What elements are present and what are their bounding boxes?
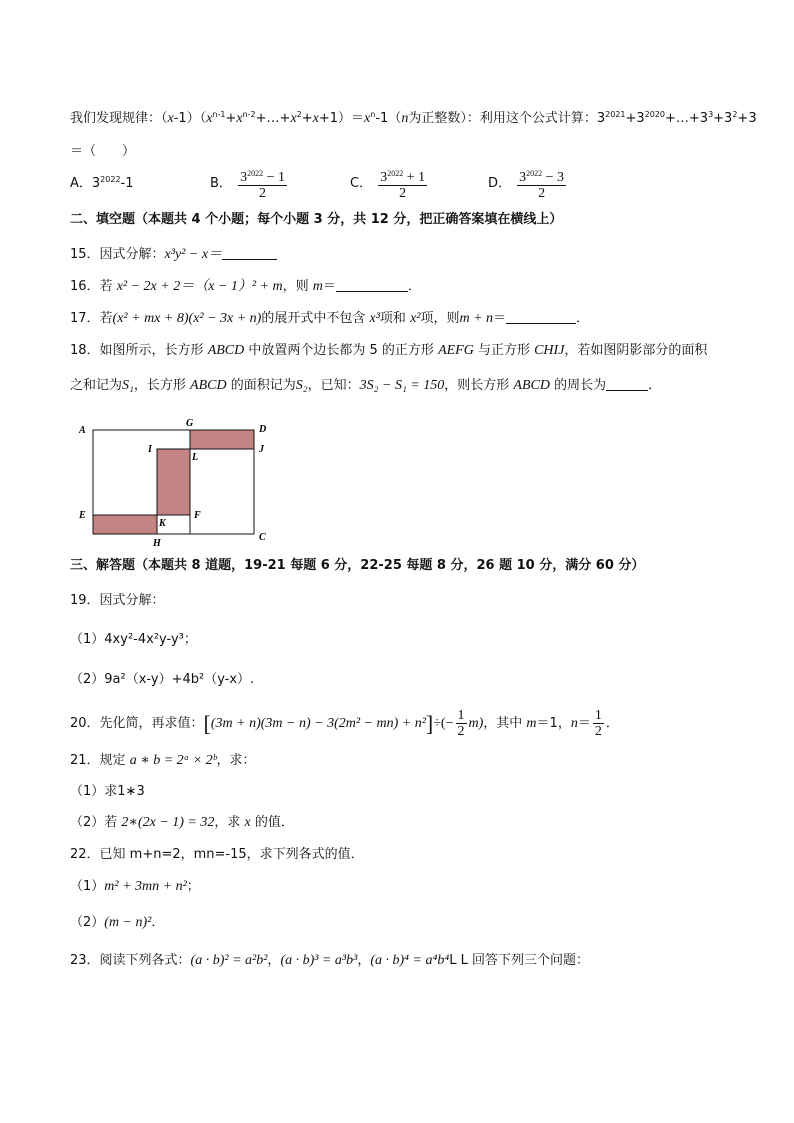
- label-h: H: [153, 538, 161, 548]
- section-heading-solve: 三、解答题（本题共 8 道题，19-21 每题 6 分，22-25 每题 8 分，26 题 10 分，满分 60 分）: [70, 558, 645, 573]
- q18-line1: 18．如图所示，长方形 ABCD 中放置两个边长都为 5 的正方形 AEFG 与正方形 CHIJ，若如图阴影部分的面积: [70, 343, 708, 358]
- q14-stem: 我们发现规律：$(x-1)(x^{n-1}+x^{n-2}+\dots+x^2+x+1)=x^n-1(n$为正整数）：利用这个公式计算：$3^{2021}+3^{2020}+\dots+3^3+3^2+3$: [70, 110, 757, 126]
- q23: 23．阅读下列各式：(a · b)² = a²b²，(a · b)³ = a³b³，(a · b)⁴ = a⁴b⁴L L 回答下列三个问题：: [70, 953, 589, 968]
- q19-part2: （2）9a²（x-y）+4b²（y-x）.: [70, 672, 255, 687]
- q20: 20．先化简，再求值：[(3m + n)(3m − n) − 3(2m² − mn) + n²]÷(− $\frac{1}{2}$ m)，其中 m＝1，n＝ $\frac{1}{2}$ ．: [70, 708, 619, 739]
- q18-answer-blank[interactable]: [606, 378, 648, 391]
- label-f: F: [194, 510, 201, 521]
- label-a: A: [79, 425, 86, 436]
- label-k: K: [159, 518, 166, 529]
- label-d: D: [259, 424, 267, 435]
- q22-title: 22．已知 m+n=2，mn=-15，求下列各式的值．: [70, 847, 364, 862]
- q15-answer-blank[interactable]: [222, 247, 277, 260]
- label-c: C: [259, 532, 266, 543]
- q21-title: 21．规定 a ∗ b = 2ᵃ × 2ᵇ，求：: [70, 753, 256, 768]
- section-heading-fill-in: 二、填空题（本题共 4 个小题；每个小题 3 分，共 12 分，把正确答案填在横线上）: [70, 212, 563, 227]
- choice-c[interactable]: C． $\frac{3^{2022} + 1}{2}$: [350, 166, 429, 201]
- choice-a[interactable]: A．$3^{2022}-1$: [70, 175, 134, 191]
- label-e: E: [79, 510, 86, 521]
- shaded-region-top: [190, 430, 254, 449]
- q22-part2: （2）(m − n)²．: [70, 915, 165, 930]
- label-i: I: [148, 444, 152, 455]
- choice-d[interactable]: D． $\frac{3^{2022} - 3}{2}$: [488, 166, 568, 201]
- q16: 16．若 x² − 2x + 2＝（x − 1）² + m，则 m＝ ．: [70, 279, 421, 294]
- q16-answer-blank[interactable]: [336, 279, 408, 292]
- shaded-region-middle: [157, 449, 190, 515]
- q17-answer-blank[interactable]: [506, 311, 576, 324]
- q17: 17．若(x² + mx + 8)(x² − 3x + n)的展开式中不包含 x³项和 x²项，则m + n＝ ．: [70, 311, 590, 326]
- choice-b[interactable]: B． $\frac{3^{2022} - 1}{2}$: [210, 166, 289, 201]
- label-j: J: [259, 444, 264, 455]
- rectangle-figure: [76, 418, 276, 548]
- q19-part1: （1）4xy²-4x²y-y³；: [70, 632, 197, 647]
- q21-part1: （1）求1∗3: [70, 784, 145, 799]
- q18-line2: 之和记为S₁，长方形 ABCD 的面积记为S₂，已知：3S₂ − S₁ = 150，则长方形 ABCD 的周长为 ．: [70, 378, 662, 393]
- label-l: L: [192, 452, 199, 463]
- q22-part1: （1）m² + 3mn + n²；: [70, 879, 200, 894]
- q14-blank-line: ＝（ ）: [70, 144, 136, 159]
- shaded-region-bottom: [93, 515, 157, 534]
- q19-title: 19．因式分解：: [70, 593, 165, 608]
- label-g: G: [186, 418, 194, 429]
- q21-part2: （2）若 2∗(2x − 1) = 32，求 x 的值．: [70, 815, 294, 830]
- q15: 15．因式分解：x³y² − x＝: [70, 246, 277, 264]
